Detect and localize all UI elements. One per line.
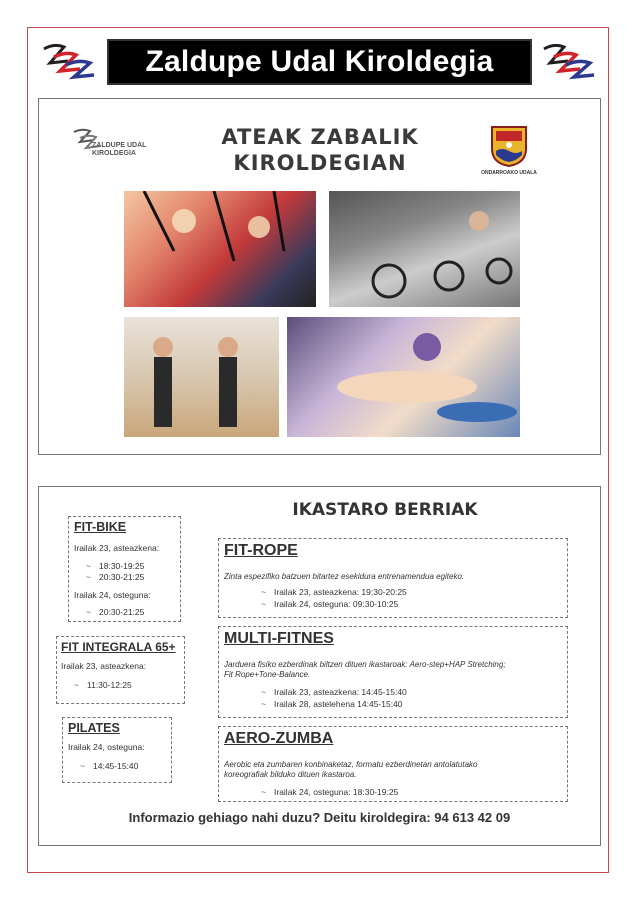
course-day: Irailak 23, asteazkena: bbox=[61, 661, 147, 671]
description-line: koreografiak bilduko dituen ikastaroa. bbox=[224, 770, 357, 779]
photo-fit-bike bbox=[329, 191, 520, 307]
course-day: Irailak 24, osteguna: bbox=[68, 742, 145, 752]
logo-text-line1: ZALDUPE UDAL bbox=[92, 142, 147, 149]
course-description bbox=[224, 660, 564, 680]
photo-collage bbox=[124, 191, 520, 437]
zaldupe-z-logo-icon bbox=[540, 41, 598, 83]
logo-text-line2: KIROLDEGIA bbox=[92, 150, 136, 157]
footer-contact-info: Informazio gehiago nahi duzu? Deitu kiroldegira: 94 613 42 09 bbox=[128, 810, 511, 825]
course-day: Irailak 23, asteazkena: bbox=[74, 543, 160, 553]
course-slot: ~ Irailak 23, asteazkena: 14:45-15:40 bbox=[274, 687, 407, 697]
photo-aerobic bbox=[124, 317, 279, 437]
small-logo-text bbox=[92, 142, 172, 158]
course-description bbox=[224, 760, 564, 780]
course-card-multi-fitnes bbox=[218, 626, 568, 718]
course-card-fit-bike bbox=[68, 516, 181, 622]
course-card-fit-rope bbox=[218, 538, 568, 618]
course-slot: ~ 14:45-15:40 bbox=[93, 761, 138, 771]
course-slot: ~ Irailak 28, astelehena 14:45-15:40 bbox=[274, 699, 403, 709]
promo-title-line2: KIROLDEGIAN bbox=[233, 151, 407, 175]
page-title: Zaldupe Udal Kiroldegia bbox=[107, 39, 532, 85]
promo-title bbox=[190, 124, 450, 176]
photo-pilates bbox=[287, 317, 520, 437]
course-title: FIT-BIKE bbox=[74, 520, 127, 534]
course-slot: ~ Irailak 24, osteguna: 18:30-19:25 bbox=[274, 787, 398, 797]
description-line: Aerobic eta zumbaren konbinaketaz, formatu ezberdinetan antolatutako bbox=[224, 760, 478, 769]
courses-title: IKASTARO BERRIAK bbox=[292, 500, 478, 520]
course-day: Irailak 24, osteguna: bbox=[74, 590, 151, 600]
course-title: FIT INTEGRALA 65+ bbox=[61, 640, 176, 654]
course-slot: ~ Irailak 24, osteguna: 09:30-10:25 bbox=[274, 599, 398, 609]
course-slot: ~ 11:30-12:25 bbox=[87, 680, 132, 690]
course-slot: ~ 20:30-21:25 bbox=[99, 607, 144, 617]
crest-label: ONDARROAKO UDALA bbox=[481, 170, 537, 176]
description-line: Jarduera fisiko ezberdinak biltzen dituen ikastaroak: Aero-step+HAP Stretching; bbox=[224, 660, 506, 669]
course-card-pilates bbox=[62, 717, 172, 783]
description-line: Fit Rope+Tone-Balance. bbox=[224, 670, 311, 679]
course-title: AERO-ZUMBA bbox=[224, 730, 334, 747]
course-card-fit-integrala bbox=[56, 636, 185, 704]
course-title: MULTI-FITNES bbox=[224, 630, 334, 647]
course-slot: ~ 20:30-21:25 bbox=[99, 572, 144, 582]
course-slot: ~ Irailak 23, asteazkena: 19:30-20:25 bbox=[274, 587, 407, 597]
course-slot: ~ 18:30-19:25 bbox=[99, 561, 144, 571]
zaldupe-z-logo-icon bbox=[40, 41, 98, 83]
ondarroa-crest-icon bbox=[490, 125, 528, 167]
photo-fit-rope bbox=[124, 191, 316, 307]
promo-title-line1: ATEAK ZABALIK bbox=[221, 125, 419, 149]
course-title: PILATES bbox=[68, 721, 120, 735]
course-title: FIT-ROPE bbox=[224, 542, 298, 559]
course-card-aero-zumba bbox=[218, 726, 568, 802]
course-description: Zinta espezifiko batzuen bitartez esekidura entrenamendua egiteko. bbox=[224, 572, 465, 581]
